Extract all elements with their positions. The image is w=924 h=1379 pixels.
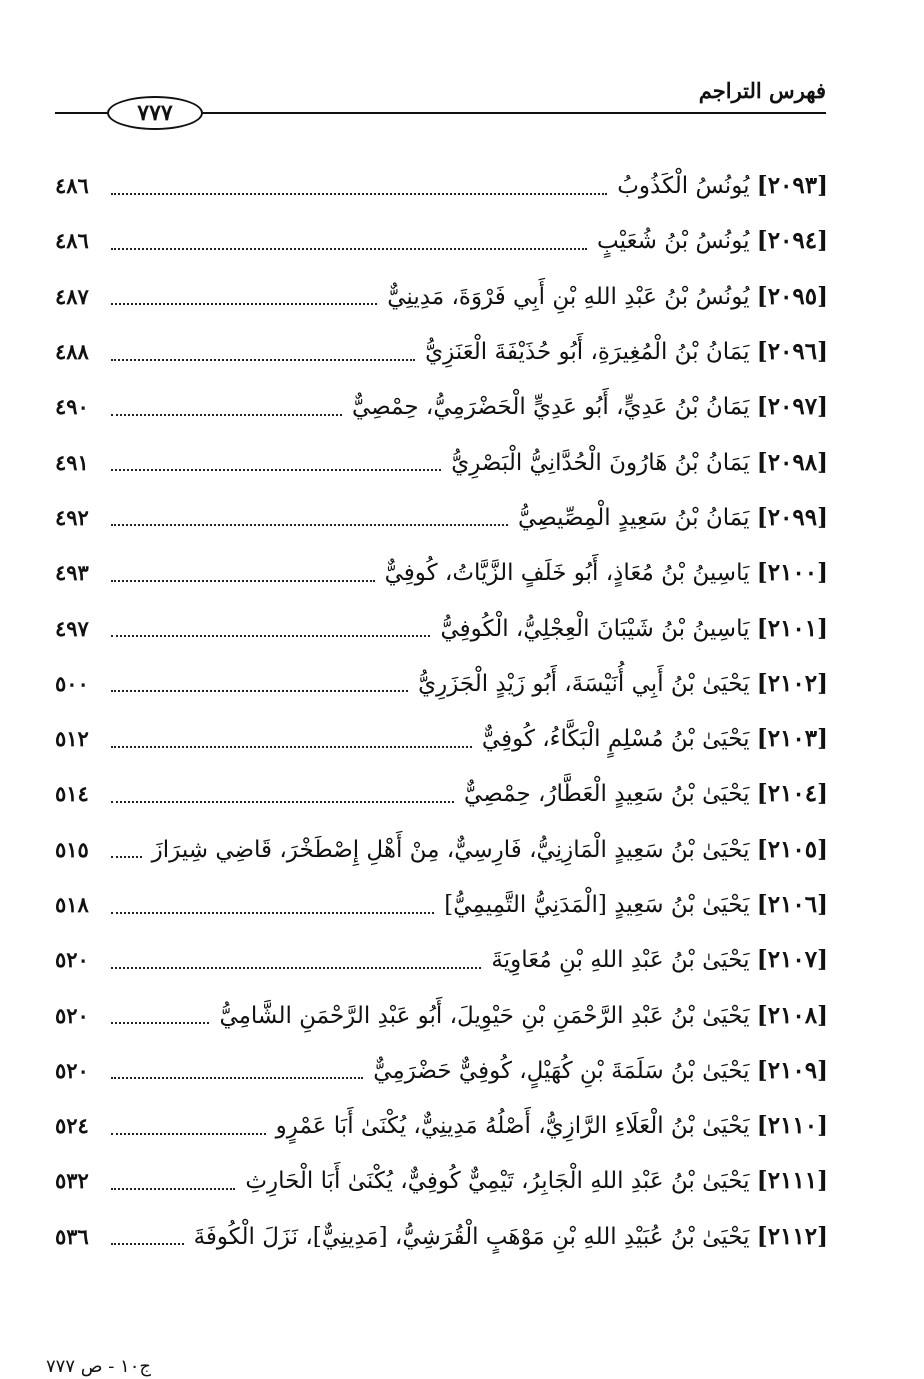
leader-dots: [111, 1022, 209, 1024]
entry-page-number: ٥١٢: [55, 726, 89, 752]
entry-number: [٢١٠٤]: [756, 780, 828, 808]
leader-dots: [111, 635, 430, 637]
entry-page-number: ٥٢٠: [55, 947, 89, 973]
index-entry: [55, 1098, 828, 1153]
entry-name: يَحْيَىٰ بْنُ عَبْدِ الرَّحْمَنِ بْنِ حَيْوِيلَ، أَبُو عَبْدِ الرَّحْمَنِ الشَّامِيُّ: [219, 1002, 750, 1029]
index-entry: [55, 1153, 828, 1208]
entry-page-number: ٤٩١: [55, 449, 89, 475]
entry-title: [194, 1223, 828, 1250]
entry-name: يَمَانُ بْنُ هَارُونَ الْحُدَّانِيُّ الْبَصْرِيُّ: [451, 449, 750, 476]
leader-dots: [111, 414, 342, 416]
index-entry: [55, 324, 828, 379]
entry-title: [245, 1167, 828, 1194]
entry-number: [٢١٠٩]: [756, 1056, 828, 1084]
page-title: فهرس التراجم: [698, 78, 826, 103]
index-entry: [55, 987, 828, 1042]
entry-title: [451, 449, 828, 476]
entry-page-number: ٤٩٧: [55, 615, 89, 641]
index-entry: [55, 822, 828, 877]
entry-page-number: ٥٢٠: [55, 1057, 89, 1083]
leader-dots: [111, 801, 454, 803]
leader-dots: [111, 359, 415, 361]
entry-page-number: ٥٠٠: [55, 670, 89, 696]
index-entry: [55, 379, 828, 434]
entry-name: يَمَانُ بْنُ الْمُغِيرَةِ، أَبُو حُذَيْفَةَ الْعَنَزِيُّ: [425, 339, 750, 366]
entry-page-number: ٥١٥: [55, 836, 89, 862]
index-entry: [55, 490, 828, 545]
entry-number: [٢١١١]: [756, 1167, 828, 1195]
entry-title: [617, 172, 828, 199]
index-entry: [55, 766, 828, 821]
entry-name: يَاسِينُ بْنُ مُعَاذٍ، أَبُو خَلَفٍ الزَّيَّاتُ، كُوفِيٌّ: [384, 560, 750, 587]
entry-page-number: ٤٨٦: [55, 228, 89, 254]
entry-name: يَحْيَىٰ بْنُ سَلَمَةَ بْنِ كُهَيْلٍ، كُوفِيٌّ حَضْرَمِيٌّ: [373, 1057, 750, 1084]
leader-dots: [111, 524, 508, 526]
entry-page-number: ٤٨٧: [55, 283, 89, 309]
entry-name: يَحْيَىٰ بْنُ سَعِيدٍ الْمَازِنِيُّ، فَارِسِيٌّ، مِنْ أَهْلِ إِصْطَخْرَ، قَاضِي شِيرَازَ: [151, 836, 750, 863]
entry-title: [418, 670, 828, 697]
entry-page-number: ٥٣٦: [55, 1223, 89, 1249]
entry-title: [219, 1002, 828, 1029]
leader-dots: [111, 690, 408, 692]
index-entry: [55, 600, 828, 655]
entry-number: [٢١٠٢]: [756, 669, 828, 697]
entry-title: [387, 283, 828, 310]
leader-dots: [111, 303, 377, 305]
entry-number: [٢١١٠]: [756, 1112, 828, 1140]
leader-dots: [111, 1188, 235, 1190]
entry-page-number: ٥١٨: [55, 892, 89, 917]
entry-number: [٢١٠٧]: [756, 946, 828, 974]
entry-title: [352, 393, 828, 420]
leader-dots: [111, 1077, 363, 1079]
index-entry: [55, 434, 828, 489]
page-number-badge: ٧٧٧: [107, 96, 203, 130]
entry-name: يَحْيَىٰ بْنُ أَبِي أُنَيْسَةَ، أَبُو زَيْدٍ الْجَزَرِيُّ: [418, 670, 750, 697]
entry-page-number: ٤٨٦: [55, 173, 89, 199]
index-entry: [55, 656, 828, 711]
entry-number: [٢١٠٣]: [756, 725, 828, 753]
entry-number: [٢٠٩٦]: [756, 338, 828, 366]
leader-dots: [111, 912, 434, 914]
entry-name: يُونُسُ بْنُ عَبْدِ اللهِ بْنِ أَبِي فَرْوَةَ، مَدِينِيٌّ: [387, 283, 750, 310]
entry-number: [٢٠٩٧]: [756, 393, 828, 421]
entry-number: [٢٠٩٩]: [756, 503, 828, 531]
entry-name: يَاسِينُ بْنُ شَيْبَانَ الْعِجْلِيُّ، الْكُوفِيُّ: [440, 615, 750, 642]
leader-dots: [111, 1243, 184, 1245]
entry-name: يَمَانُ بْنُ سَعِيدٍ الْمِصِّيصِيُّ: [517, 504, 750, 531]
entry-name: يَحْيَىٰ بْنُ عَبْدِ اللهِ الْجَابِرُ، تَيْمِيٌّ كُوفِيٌّ، يُكْنَىٰ أَبَا الْحَارِثِ: [245, 1168, 750, 1195]
entry-page-number: ٤٩٠: [55, 394, 89, 420]
index-entry: [55, 269, 828, 324]
entry-page-number: ٥٣٢: [55, 1168, 89, 1194]
entry-name: يَمَانُ بْنُ عَدِيٍّ، أَبُو عَدِيٍّ الْحَضْرَمِيُّ، حِمْصِيٌّ: [351, 394, 750, 421]
index-entry: [55, 545, 828, 600]
entry-number: [٢٠٩٤]: [756, 227, 828, 255]
page-footer: ج١٠ - ص ٧٧٧: [46, 1356, 151, 1377]
entry-number: [٢١٠٨]: [756, 1001, 828, 1029]
leader-dots: [111, 856, 142, 858]
entry-title: [385, 559, 828, 586]
entry-number: [٢١٠٥]: [756, 835, 828, 863]
entry-name: يَحْيَىٰ بْنُ الْعَلَاءِ الرَّازِيُّ، أَصْلُهُ مَدِينِيٌّ، يُكْنَىٰ أَبَا عَمْرٍو: [275, 1113, 750, 1140]
entry-number: [٢١٠١]: [756, 614, 828, 642]
entry-page-number: ٤٩٢: [55, 504, 89, 530]
entry-name: يَحْيَىٰ بْنُ سَعِيدٍ الْعَطَّارُ، حِمْصِيٌّ: [464, 781, 750, 808]
entry-title: [276, 1112, 828, 1139]
leader-dots: [111, 1133, 266, 1135]
entry-page-number: ٤٨٨: [55, 339, 89, 365]
index-entry: [55, 711, 828, 766]
entry-name: يُونُسُ بْنُ شُعَيْبٍ: [597, 228, 750, 255]
entry-name: يَحْيَىٰ بْنُ مُسْلِمٍ الْبَكَّاءُ، كُوفِيٌّ: [481, 726, 750, 753]
entry-name: يُونُسُ الْكَذُوبُ: [617, 173, 750, 200]
entry-page-number: ٥١٤: [55, 781, 89, 807]
entry-number: [٢١٠٦]: [756, 891, 828, 918]
leader-dots: [111, 746, 472, 748]
entry-number: [٢١٠٠]: [756, 559, 828, 587]
leader-dots: [111, 967, 481, 969]
leader-dots: [111, 248, 587, 250]
entry-title: [482, 725, 828, 752]
entry-name: يَحْيَىٰ بْنُ سَعِيدٍ [الْمَدَنِيُّ التَّمِيمِيُّ]: [444, 892, 750, 918]
entry-page-number: ٤٩٣: [55, 560, 89, 586]
entry-title: [444, 891, 828, 918]
entry-name: يَحْيَىٰ بْنُ عَبْدِ اللهِ بْنِ مُعَاوِيَةَ: [491, 947, 750, 974]
index-entry: [55, 213, 828, 268]
entry-page-number: ٥٢٠: [55, 1002, 89, 1028]
index-entry: [55, 1209, 828, 1264]
leader-dots: [111, 469, 441, 471]
leader-dots: [111, 193, 607, 195]
index-list: [55, 158, 828, 1264]
entry-number: [٢٠٩٣]: [756, 172, 828, 200]
entry-number: [٢٠٩٥]: [756, 282, 828, 310]
index-entry: [55, 1043, 828, 1098]
entry-title: [597, 227, 828, 254]
entry-page-number: ٥٢٤: [55, 1113, 89, 1139]
index-entry: [55, 932, 828, 987]
entry-title: [425, 338, 828, 365]
entry-title: [464, 780, 828, 807]
entry-title: [440, 615, 828, 642]
page-header: [55, 78, 826, 126]
entry-title: [373, 1057, 828, 1084]
entry-title: [491, 946, 828, 973]
entry-number: [٢١١٢]: [756, 1222, 828, 1250]
leader-dots: [111, 580, 375, 582]
entry-title: [518, 504, 828, 531]
entry-name: يَحْيَىٰ بْنُ عُبَيْدِ اللهِ بْنِ مَوْهَبٍ الْقُرَشِيُّ، [مَدِينِيٌّ]، نَزَلَ الْكُوفَةَ: [193, 1223, 750, 1250]
index-entry: [55, 877, 828, 932]
index-entry: [55, 158, 828, 213]
entry-number: [٢٠٩٨]: [756, 448, 828, 476]
entry-title: [152, 836, 828, 863]
